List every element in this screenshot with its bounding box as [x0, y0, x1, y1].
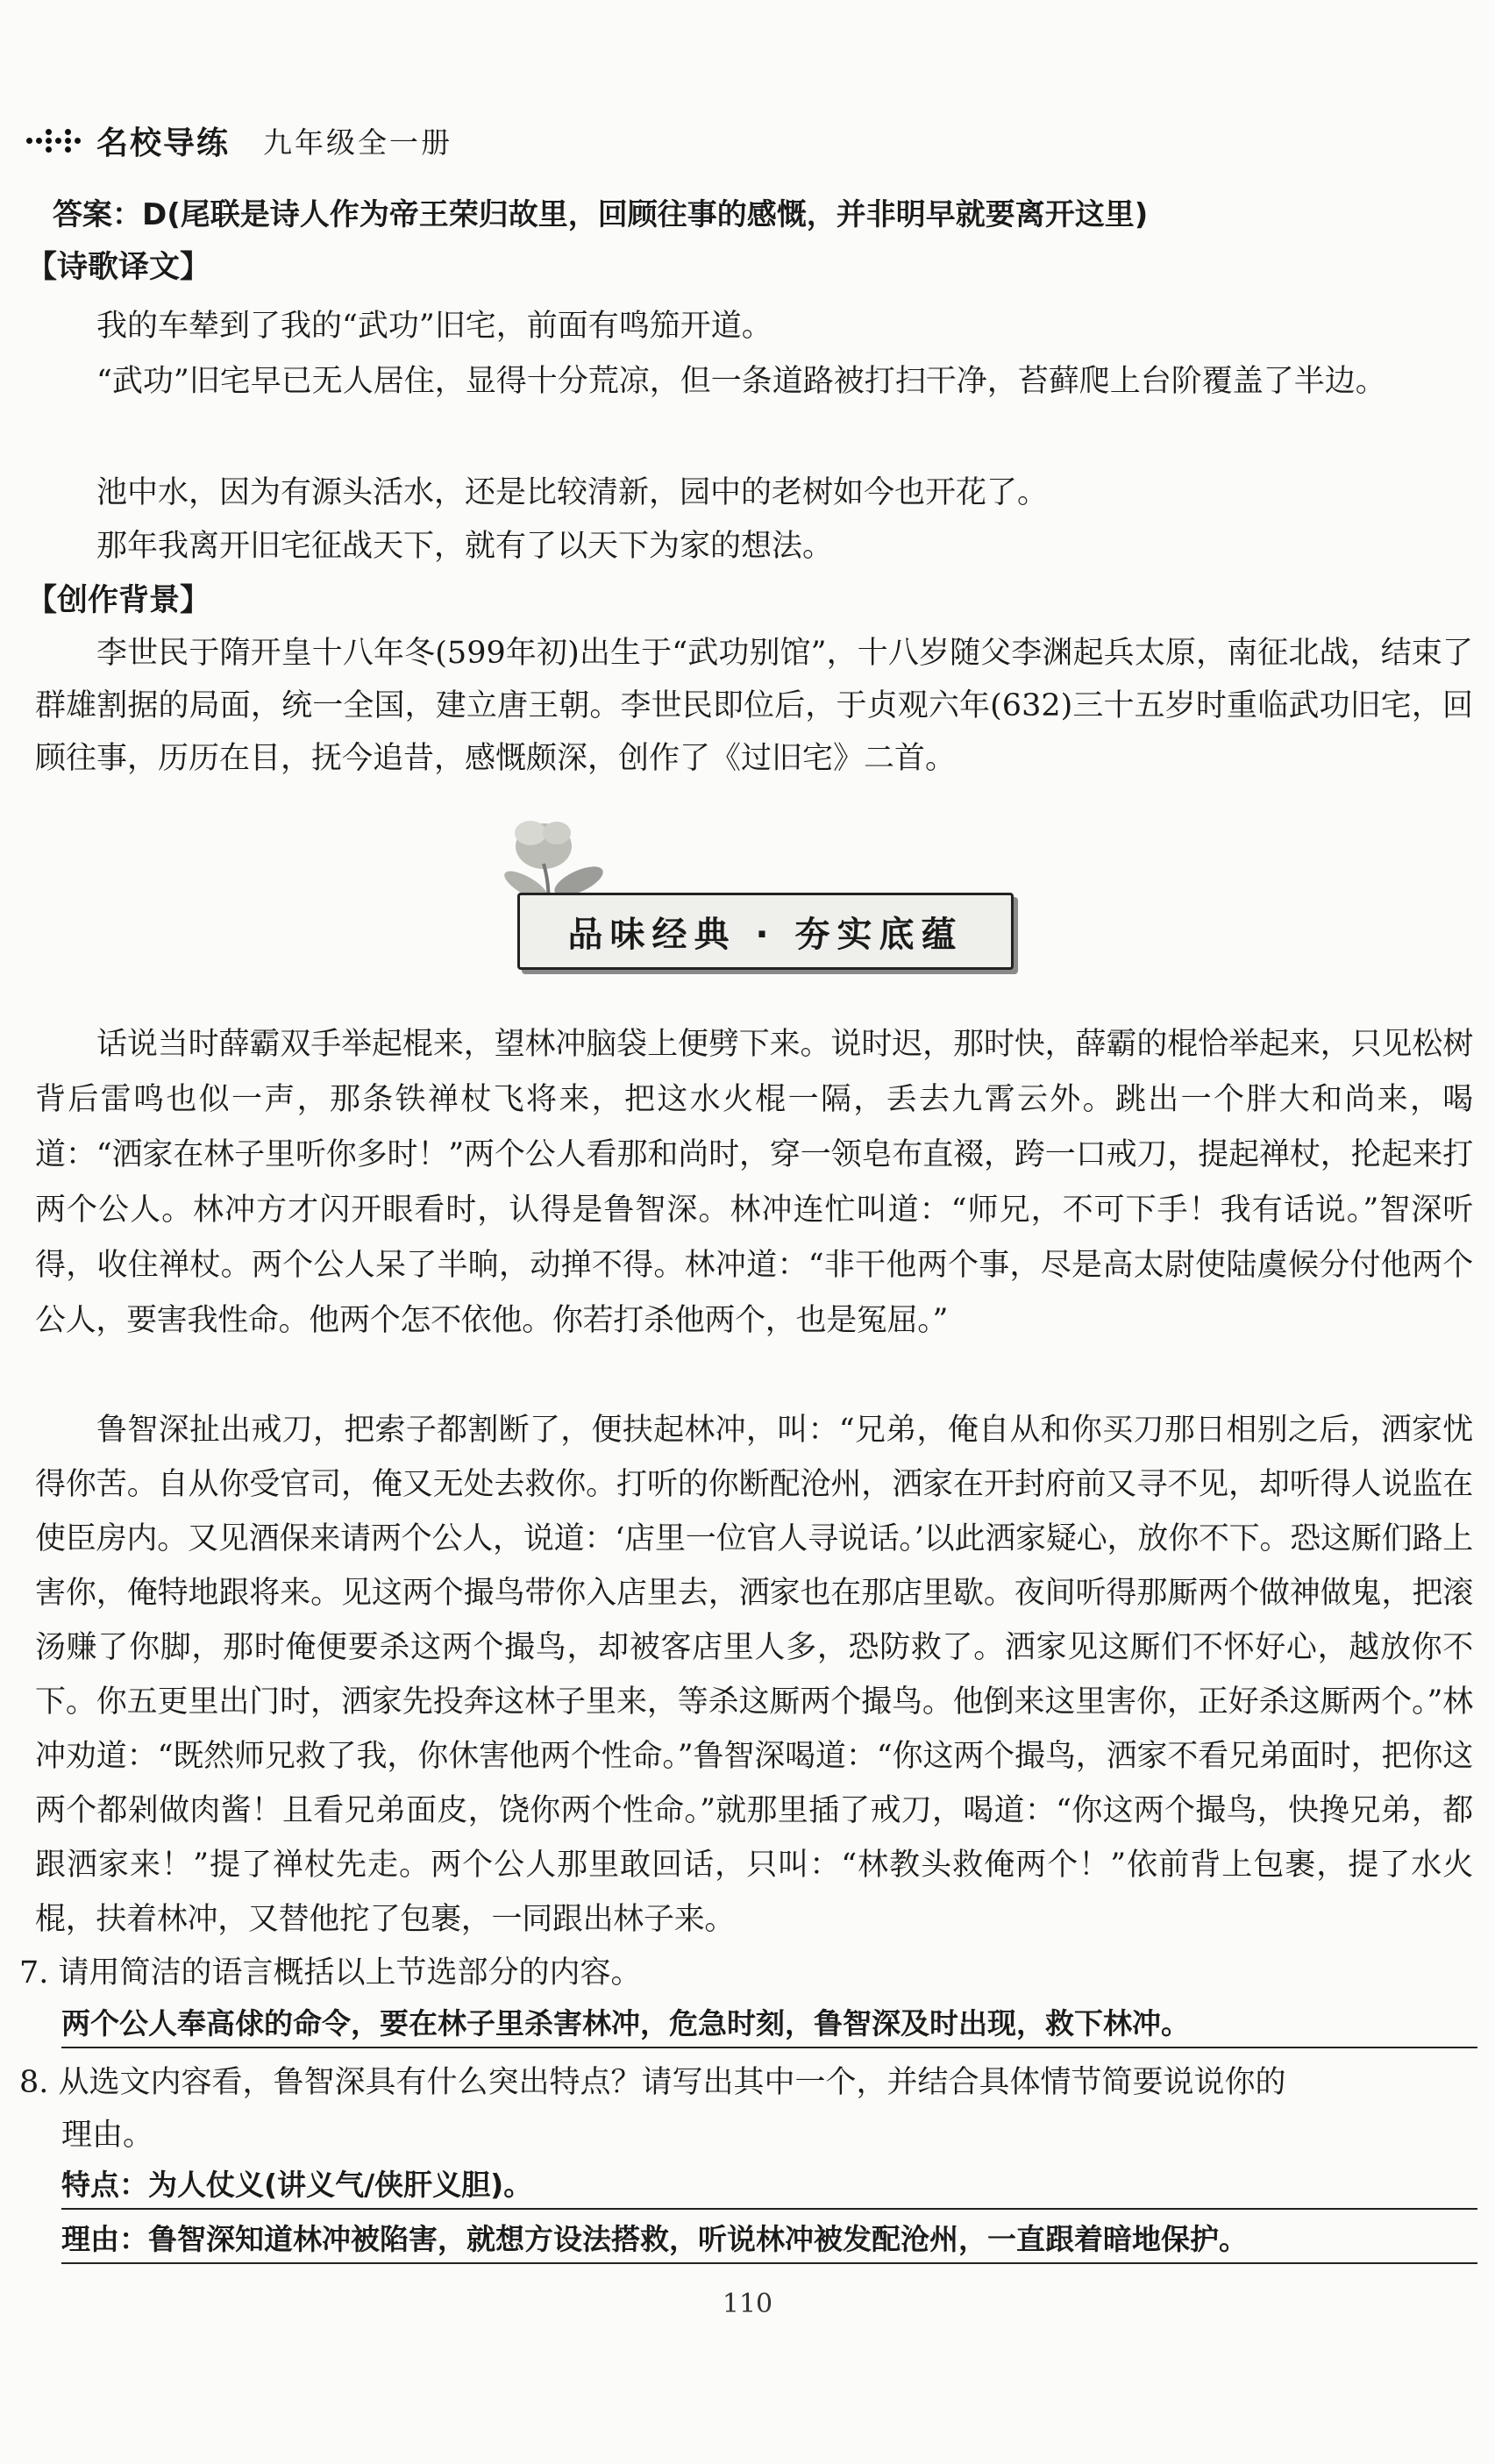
brand-name: 名校导练 [96, 125, 231, 161]
grade-label: 九年级全一册 [263, 125, 453, 160]
banner-title: 品味经典 · 夯实底蕴 [567, 914, 964, 955]
translation-paragraph-1: 我的车辇到了我的“武功”旧宅，前面有鸣笳开道。 [96, 309, 772, 344]
translation-paragraph-4: 那年我离开旧宅征战天下，就有了以天下为家的想法。 [96, 529, 834, 564]
background-paragraph: 李世民于隋开皇十八年冬(599年初)出生于“武功别馆”，十八岁随父李渊起兵太原，南征北战，结束了群雄割据的局面，统一全国，建立唐王朝。李世民即位后，于贞观六年(632)三十五岁时重临武功旧宅，回顾往事，历历在目，抚今追昔，感慨颇深，创作了《过旧宅》二首。 [35, 636, 1473, 776]
banner-box [517, 893, 1014, 970]
translation-paragraph-2: “武功”旧宅早已无人居住，显得十分荒凉，但一条道路被打扫干净，苔藓爬上台阶覆盖了半边。 [96, 364, 1386, 399]
question-8-answer-trait: 特点：为人仗义(讲义气/侠肝义胆)。 [61, 2162, 1477, 2210]
answer-line: 答案：D(尾联是诗人作为帝王荣归故里，回顾往事的感慨，并非明早就要离开这里) [53, 197, 1149, 232]
question-8-line-1: 8. 从选文内容看，鲁智深具有什么突出特点？请写出其中一个，并结合具体情节简要说说你的 [19, 2065, 1286, 2100]
page-number: 110 [722, 2289, 773, 2319]
question-7-answer: 两个公人奉高俅的命令，要在林子里杀害林冲，危急时刻，鲁智深及时出现，救下林冲。 [61, 2001, 1477, 2048]
section-banner [491, 798, 1026, 973]
passage-paragraph-2: 鲁智深扯出戒刀，把索子都割断了，便扶起林冲，叫：“兄弟，俺自从和你买刀那日相别之后，洒家忧得你苦。自从你受官司，俺又无处去救你。打听的你断配沧州，洒家在开封府前又寻不见，却听得人说监在使臣房内。又见酒保来请两个公人，说道：‘店里一位官人寻说话。’以此洒家疑心，放你不下。恐这厮们路上害你，俺特地跟将来。见这两个撮鸟带你入店里去，洒家也在那店里歇。夜间听得那厮两个做神做鬼，把滚汤赚了你脚，那时俺便要杀这两个撮鸟，却被客店里人多，恐防救了。洒家见这厮们不怀好心，越放你不下。你五更里出门时，洒家先投奔这林子里来，等杀这厮两个撮鸟。他倒来这里害你，正好杀这厮两个。”林冲劝道：“既然师兄救了我，你休害他两个性命。”鲁智深喝道：“你这两个撮鸟，洒家不看兄弟面时，把你这两个都剁做肉酱！且看兄弟面皮，饶你两个性命。”就那里插了戒刀，喝道：“你这两个撮鸟，快搀兄弟，都跟洒家来！”提了禅杖先走。两个公人那里敢回话，只叫：“林教头救俺两个！”依前背上包裹，提了水火棍，扶着林冲，又替他拕了包裹，一同跟出林子来。 [35, 1413, 1473, 1937]
passage-paragraph-1: 话说当时薛霸双手举起棍来，望林冲脑袋上便劈下来。说时迟，那时快，薛霸的棍恰举起来，只见松树背后雷鸣也似一声，那条铁禅杖飞将来，把这水火棍一隔，丢去九霄云外。跳出一个胖大和尚来，喝道：“洒家在林子里听你多时！”两个公人看那和尚时，穿一领皂布直裰，跨一口戒刀，提起禅杖，抡起来打两个公人。林冲方才闪开眼看时，认得是鲁智深。林冲连忙叫道：“师兄，不可下手！我有话说。”智深听得，收住禅杖。两个公人呆了半晌，动掸不得。林冲道：“非干他两个事，尽是高太尉使陆虞候分付他两个公人，要害我性命。他两个怎不依他。你若打杀他两个，也是冤屈。” [35, 1027, 1473, 1338]
question-8-answer-reason: 理由：鲁智深知道林冲被陷害，就想方设法搭救，听说林冲被发配沧州，一直跟着暗地保护。 [61, 2217, 1477, 2264]
page-header [26, 118, 452, 162]
translation-paragraph-3: 池中水，因为有源头活水，还是比较清新，园中的老树如今也开花了。 [96, 475, 1049, 510]
background-title: 【创作背景】 [26, 583, 211, 618]
question-8-line-2: 理由。 [61, 2118, 154, 2153]
dots-cluster-icon [26, 127, 88, 153]
translation-title: 【诗歌译文】 [26, 250, 211, 285]
question-7: 7. 请用简洁的语言概括以上节选部分的内容。 [19, 1955, 642, 1990]
